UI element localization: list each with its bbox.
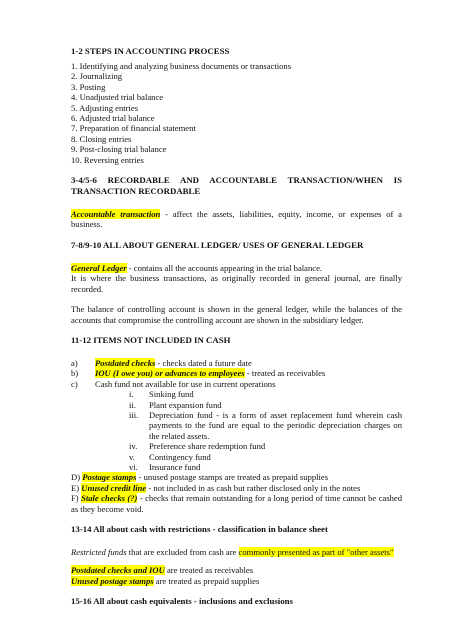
list-item: [71, 462, 402, 472]
list-marker: b): [71, 368, 79, 379]
list-marker: a): [71, 357, 78, 368]
list-item: [71, 452, 402, 462]
section-heading-cash-restrictions: 13-14 All about cash with restrictions - classification in balance sheet: [71, 524, 328, 534]
list-marker: vi.: [129, 461, 138, 472]
general-ledger-paragraph: It is where the business transactions, as originally recorded in general journal, are finally recorded.: [71, 273, 402, 294]
highlighted-term: Postage stamps: [82, 472, 137, 483]
paragraph-text: that are excluded from cash are: [126, 547, 239, 557]
list-item: 6. Adjusted trial balance: [71, 113, 155, 124]
italic-term: Restricted funds: [71, 547, 127, 557]
items-not-in-cash-list: [71, 358, 402, 389]
highlighted-term: Unused postage stamps: [71, 575, 154, 586]
item-text: Preference share redemption fund: [149, 441, 266, 452]
list-marker: iii.: [129, 409, 139, 420]
list-marker: i.: [129, 389, 134, 400]
section-heading-items-not-in-cash: 11-12 ITEMS NOT INCLUDED IN CASH: [71, 334, 231, 345]
item-text: Depreciation fund - is a form of asset replacement fund wherein cash payments to the fund are equal to the periodic depreciation charges on the related assets.: [149, 409, 402, 441]
list-item: [71, 379, 402, 389]
list-item: [71, 368, 402, 378]
highlighted-term: Accountable transaction: [71, 209, 161, 220]
list-item: 9. Post-closing trial balance: [71, 144, 167, 155]
section-heading-cash-equivalents: 15-16 All about cash equivalents - inclusions and exclusions: [71, 596, 293, 607]
highlighted-term: Stale checks (?): [81, 493, 138, 504]
item-text: Plant expansion fund: [149, 399, 222, 410]
highlighted-term: Unused credit line: [81, 482, 147, 493]
document-content: [71, 46, 402, 611]
definition-text: - contains all the accounts appearing in the trial balance.: [126, 262, 323, 273]
list-item: 4. Unadjusted trial balance: [71, 92, 164, 103]
list-item: 1. Identifying and analyzing business documents or transactions: [71, 61, 292, 71]
item-text: Cash fund not available for use in current operations: [95, 378, 276, 389]
list-marker: F): [71, 493, 79, 504]
item-text: Insurance fund: [149, 461, 201, 472]
stale-checks-item: [71, 493, 402, 514]
list-item: [71, 358, 402, 368]
highlighted-term: General Ledger: [71, 262, 127, 273]
list-item: 5. Adjusting entries: [71, 102, 139, 113]
list-marker: iv.: [129, 441, 138, 452]
accounting-steps-list: [71, 61, 402, 165]
item-text: - checks dated a future date: [155, 357, 252, 368]
highlighted-term: IOU (I owe you) or advances to employees: [95, 368, 245, 379]
section-heading-general-ledger: 7-8/9-10 ALL ABOUT GENERAL LEDGER/ USES OF GENERAL LEDGER: [71, 239, 364, 250]
general-ledger-definition: [71, 263, 402, 273]
list-item: [71, 441, 402, 451]
list-marker: c): [71, 378, 78, 389]
postage-stamps-item: [71, 472, 402, 482]
item-text: - treated as receivables: [244, 368, 326, 379]
controlling-account-paragraph: The balance of controlling account is shown in the general ledger, while the balances of the accounts that compromise the controlling account are shown in the subsidiary ledger.: [71, 304, 402, 325]
unused-postage-line: [71, 576, 402, 586]
item-text: Contingency fund: [149, 451, 211, 462]
list-marker: ii.: [129, 399, 136, 410]
list-marker: D): [71, 472, 81, 483]
postdated-checks-line: [71, 565, 402, 575]
list-item: 3. Posting: [71, 81, 106, 92]
list-item: [71, 400, 402, 410]
list-item: [71, 410, 402, 441]
accountable-transaction-definition: [71, 209, 402, 230]
list-marker: E): [71, 482, 80, 493]
item-text: - unused postage stamps are treated as prepaid supplies: [136, 472, 329, 483]
item-text: - checks that remain outstanding for a long period of time cannot be cashed as they become void.: [71, 493, 402, 514]
highlighted-phrase: commonly presented as part of "other assets": [238, 547, 394, 557]
line-text: are treated as receivables: [164, 565, 254, 576]
highlighted-term: Postdated checks: [95, 357, 156, 368]
item-text: Sinking fund: [149, 389, 194, 400]
restricted-funds-paragraph: [71, 547, 402, 557]
list-item: 10. Reversing entries: [71, 154, 144, 165]
unused-credit-line-item: [71, 483, 402, 493]
item-text: - not included in as cash but rather disclosed only in the notes: [146, 482, 361, 493]
list-marker: v.: [129, 451, 135, 462]
list-item: [71, 389, 402, 399]
list-item: 2. Journalizing: [71, 71, 123, 82]
highlighted-term: Postdated checks and IOU: [71, 565, 165, 576]
cash-fund-sublist: [71, 389, 402, 472]
list-item: 8. Closing entries: [71, 133, 132, 144]
line-text: are treated as prepaid supplies: [153, 575, 260, 586]
section-heading-recordable-transaction: 3-4/5-6 RECORDABLE AND ACCOUNTABLE TRANSACTION/WHEN IS TRANSACTION RECORDABLE: [71, 175, 402, 197]
definition-text: - affect the assets, liabilities, equity, income, or expenses of a business.: [71, 209, 402, 230]
list-item: 7. Preparation of financial statement: [71, 123, 196, 134]
section-heading-accounting-process: 1-2 STEPS IN ACCOUNTING PROCESS: [71, 46, 230, 56]
